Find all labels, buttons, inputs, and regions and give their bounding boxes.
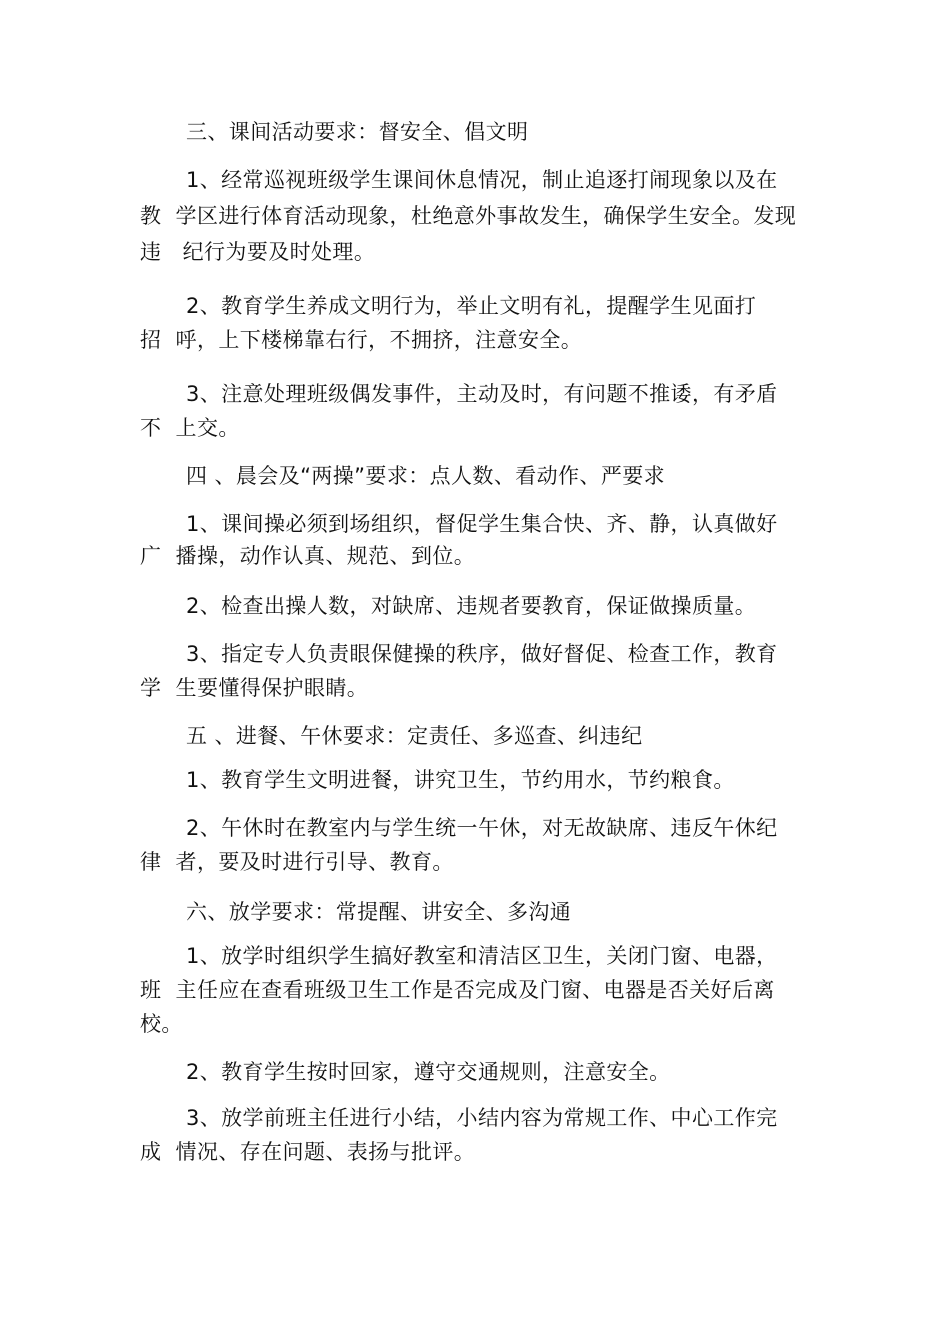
- section-heading: 三、课间活动要求：督安全、倡文明: [186, 120, 529, 144]
- paragraph-line: 成 情况、存在问题、表扬与批评。: [140, 1140, 476, 1164]
- paragraph-line: 1、经常巡视班级学生课间休息情况，制止追逐打闹现象以及在: [186, 168, 778, 192]
- paragraph-line: 律 者，要及时进行引导、教育。: [140, 850, 454, 874]
- paragraph-line: 校。: [140, 1012, 183, 1036]
- paragraph-line: 1、教育学生文明进餐，讲究卫生，节约用水，节约粮食。: [186, 768, 735, 792]
- paragraph-line: 1、放学时组织学生搞好教室和清洁区卫生，关闭门窗、电器，: [186, 944, 778, 968]
- paragraph-line: 招 呼，上下楼梯靠右行，不拥挤，注意安全。: [140, 328, 583, 352]
- paragraph-line: 教 学区进行体育活动现象，杜绝意外事故发生，确保学生安全。发现: [140, 204, 797, 228]
- paragraph-line: 广 播操，动作认真、规范、到位。: [140, 544, 476, 568]
- paragraph-line: 学 生要懂得保护眼睛。: [140, 676, 369, 700]
- paragraph-line: 2、检查出操人数，对缺席、违规者要教育，保证做操质量。: [186, 594, 757, 618]
- paragraph-line: 3、放学前班主任进行小结，小结内容为常规工作、中心工作完: [186, 1106, 778, 1130]
- section-heading: 六、放学要求：常提醒、讲安全、多沟通: [186, 900, 572, 924]
- paragraph-line: 3、注意处理班级偶发事件，主动及时，有问题不推诿，有矛盾: [186, 382, 778, 406]
- paragraph-line: 3、指定专人负责眼保健操的秩序，做好督促、检查工作，教育: [186, 642, 778, 666]
- paragraph-line: 不 上交。: [140, 416, 240, 440]
- paragraph-line: 2、午休时在教室内与学生统一午休，对无故缺席、违反午休纪: [186, 816, 778, 840]
- paragraph-line: 2、教育学生养成文明行为，举止文明有礼，提醒学生见面打: [186, 294, 757, 318]
- paragraph-line: 1、课间操必须到场组织，督促学生集合快、齐、静，认真做好: [186, 512, 778, 536]
- section-heading: 四 、晨会及“两操”要求：点人数、看动作、严要求: [186, 464, 666, 488]
- paragraph-line: 违 纪行为要及时处理。: [140, 240, 376, 264]
- section-heading: 五 、进餐、午休要求：定责任、多巡查、纠违纪: [186, 724, 643, 748]
- paragraph-line: 2、教育学生按时回家，遵守交通规则，注意安全。: [186, 1060, 671, 1084]
- paragraph-line: 班 主任应在查看班级卫生工作是否完成及门窗、电器是否关好后离: [140, 978, 775, 1002]
